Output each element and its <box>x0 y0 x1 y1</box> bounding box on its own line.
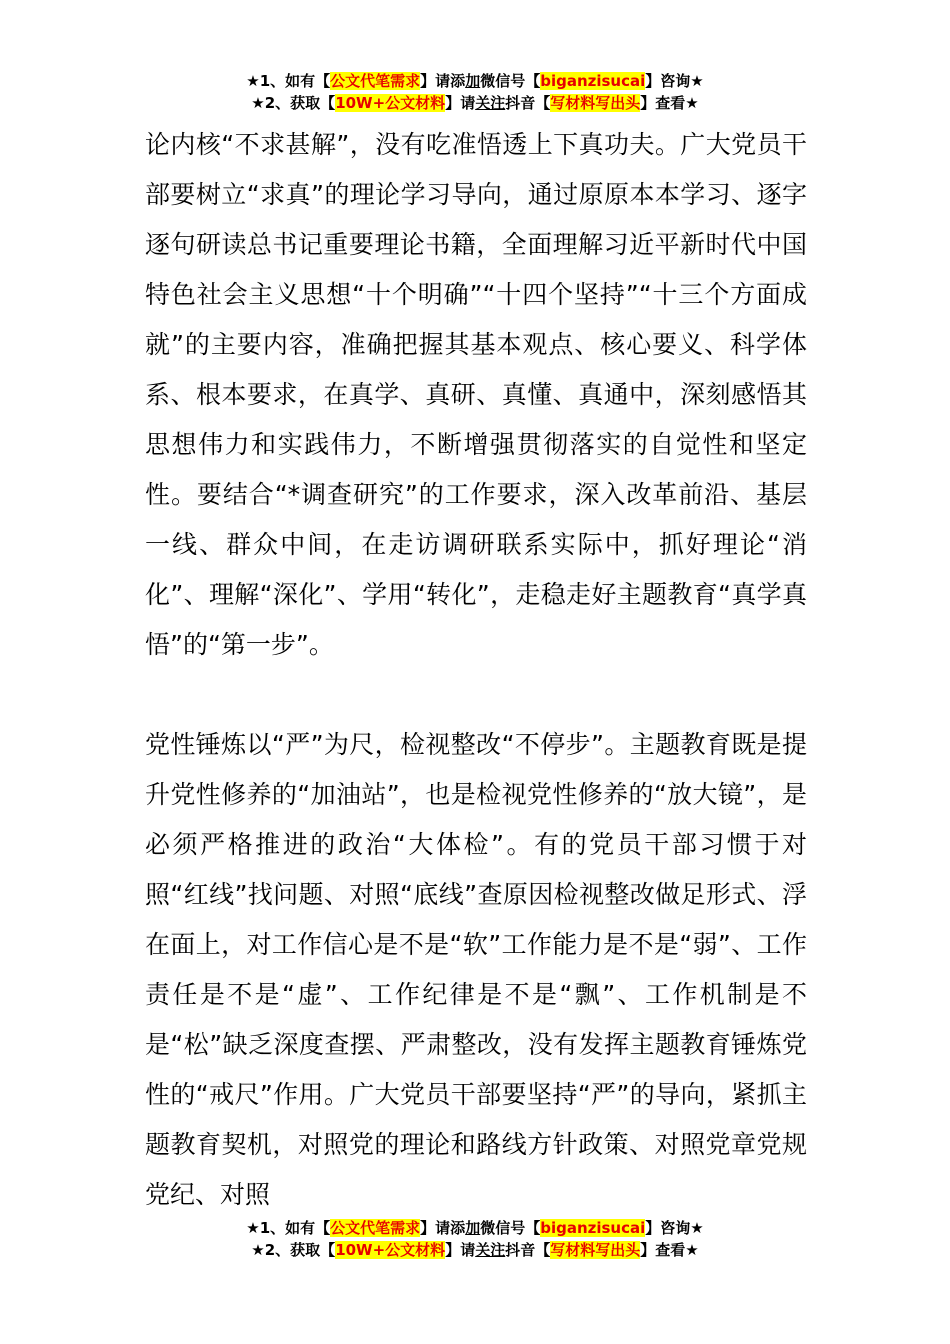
banner-line-1 <box>0 70 950 92</box>
header-banner <box>0 70 950 114</box>
banner-text: 】请添 <box>420 1219 466 1237</box>
banner-text: ★1、如有【 <box>246 72 331 90</box>
banner-highlight: 10W+公文材料 <box>335 1241 446 1259</box>
banner-text: ★2、获取【 <box>251 94 336 112</box>
banner-text: 】查看★ <box>640 94 699 112</box>
banner-underline: 加 <box>465 72 481 90</box>
banner-underline: 加 <box>465 1219 481 1237</box>
banner-line-2 <box>0 1239 950 1261</box>
banner-text: 】请添 <box>420 72 466 90</box>
wechat-id-highlight: biganzisucai <box>540 1219 646 1237</box>
document-body <box>145 120 807 1220</box>
paragraph-spacer <box>145 670 807 720</box>
banner-line-1 <box>0 1217 950 1239</box>
banner-text: 】请 <box>445 1241 476 1259</box>
banner-text: 抖音【 <box>505 94 551 112</box>
banner-text: 微信号【 <box>480 72 541 90</box>
douyin-id-highlight: 写材料写出头 <box>550 1241 641 1259</box>
banner-text: ★1、如有【 <box>246 1219 331 1237</box>
banner-underline: 关注 <box>475 1241 506 1259</box>
banner-text: 】咨询★ <box>645 1219 704 1237</box>
douyin-id-highlight: 写材料写出头 <box>550 94 641 112</box>
paragraph-1: 论内核“不求甚解”，没有吃准悟透上下真功夫。广大党员干部要树立“求真”的理论学习导向，通过原原本本学习、逐字逐句研读总书记重要理论书籍，全面理解习近平新时代中国特色社会主义思想“十个明确”“十四个坚持”“十三个方面成就”的主要内容，准确把握其基本观点、核心要义、科学体系、根本要求，在真学、真研、真懂、真通中，深刻感悟其思想伟力和实践伟力，不断增强贯彻落实的自觉性和坚定性。要结合“*调查研究”的工作要求，深入改革前沿、基层一线、群众中间，在走访调研联系实际中，抓好理论“消化”、理解“深化”、学用“转化”，走稳走好主题教育“真学真悟”的“第一步”。 <box>145 130 807 659</box>
banner-text: ★2、获取【 <box>251 1241 336 1259</box>
banner-text: 微信号【 <box>480 1219 541 1237</box>
banner-highlight: 10W+公文材料 <box>335 94 446 112</box>
banner-text: 】查看★ <box>640 1241 699 1259</box>
banner-text: 】咨询★ <box>645 72 704 90</box>
banner-underline: 关注 <box>475 94 506 112</box>
banner-text: 】请 <box>445 94 476 112</box>
banner-highlight: 公文代笔需求 <box>330 1219 421 1237</box>
paragraph-2: 党性锤炼以“严”为尺，检视整改“不停步”。主题教育既是提升党性修养的“加油站”，也是检视党性修养的“放大镜”，是必须严格推进的政治“大体检”。有的党员干部习惯于对照“红线”找问题、对照“底线”查原因检视整改做足形式、浮在面上，对工作信心是不是“软”工作能力是不是“弱”、工作责任是不是“虚”、工作纪律是不是“飘”、工作机制是不是“松”缺乏深度查摆、严肃整改，没有发挥主题教育锤炼党性的“戒尺”作用。广大党员干部要坚持“严”的导向，紧抓主题教育契机，对照党的理论和路线方针政策、对照党章党规党纪、对照 <box>145 730 807 1209</box>
wechat-id-highlight: biganzisucai <box>540 72 646 90</box>
banner-text: 抖音【 <box>505 1241 551 1259</box>
banner-highlight: 公文代笔需求 <box>330 72 421 90</box>
banner-line-2 <box>0 92 950 114</box>
footer-banner <box>0 1217 950 1261</box>
